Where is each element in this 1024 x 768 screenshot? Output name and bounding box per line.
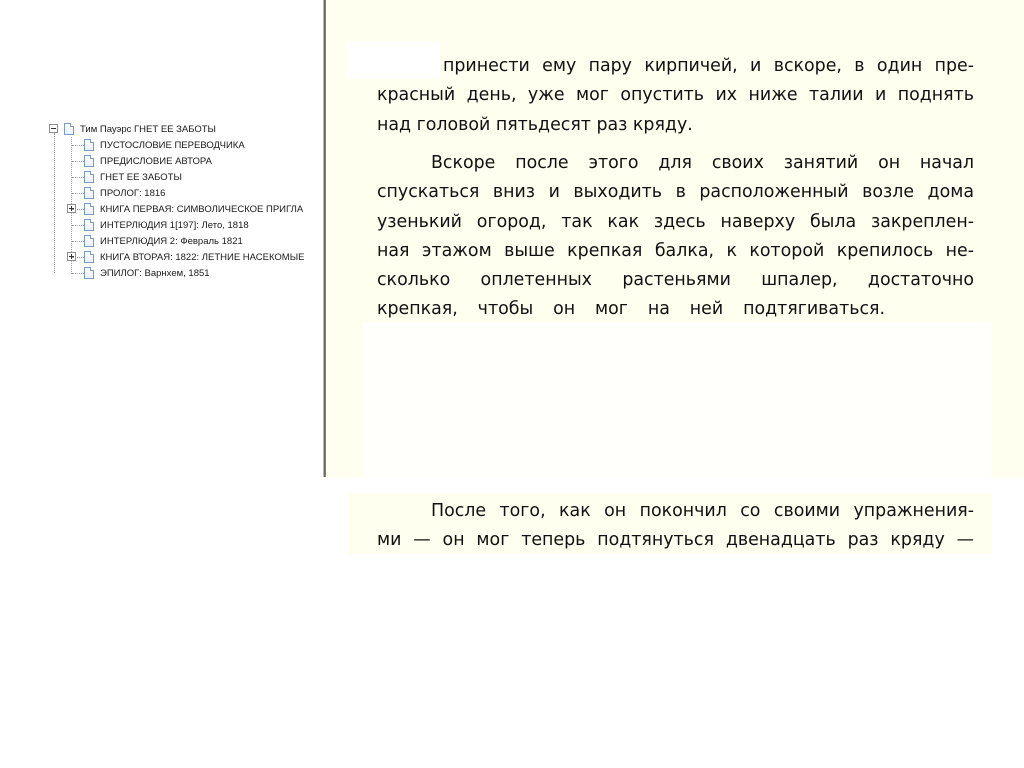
text-line: ная этажом выше крепкая балка, к которой крепилось не- <box>377 240 974 261</box>
tree-item[interactable] <box>72 265 210 281</box>
text-line: спускаться вниз и выходить в расположенный возле дома <box>377 182 974 203</box>
document-icon <box>84 235 94 247</box>
text-line: ми — он мог теперь подтянуться двенадцать раз кряду — <box>377 530 974 551</box>
tree-item[interactable] <box>72 249 304 265</box>
tree-root-item[interactable] <box>64 121 216 137</box>
tree-item-label: ИНТЕРЛЮДИЯ 2: Февраль 1821 <box>100 235 243 247</box>
text-line: крепкая, чтобы он мог на ней подтягиваться. <box>377 299 885 320</box>
tree-item-label: ПРОЛОГ: 1816 <box>100 187 166 199</box>
tree-item-label: КНИГА ПЕРВАЯ: СИМВОЛИЧЕСКОЕ ПРИГЛА <box>100 203 304 215</box>
document-icon <box>84 267 94 279</box>
text-line: После того, как он покончил со своими упражнения- <box>431 501 974 521</box>
text-line: Вскоре после этого для своих занятий он начал <box>431 153 974 173</box>
document-icon <box>84 251 94 263</box>
toc-tree-panel <box>0 0 323 477</box>
tree-item-label: КНИГА ВТОРАЯ: 1822: ЛЕТНИЕ НАСЕКОМЫЕ <box>100 251 305 263</box>
tree-item-label: ПУСТОСЛОВИЕ ПЕРЕВОДЧИКА <box>100 139 245 151</box>
fragment-text <box>377 497 974 556</box>
document-icon <box>84 219 94 231</box>
tree-item[interactable] <box>72 233 243 249</box>
document-icon <box>84 203 94 215</box>
document-icon <box>84 171 94 183</box>
document-icon <box>64 123 74 135</box>
tree-item-label: ГНЕТ ЕЕ ЗАБОТЫ <box>100 171 182 183</box>
tree-item[interactable] <box>72 217 249 233</box>
text-line: красный день, уже мог опустить их ниже талии и поднять <box>377 85 974 106</box>
document-icon <box>84 139 94 151</box>
document-icon <box>84 155 94 167</box>
collapse-minus-icon[interactable] <box>49 124 58 133</box>
reader-paragraph <box>377 149 974 325</box>
text-line: принести ему пару кирпичей, и вскоре, в один пре- <box>443 56 974 76</box>
tree-item-label: ПРЕДИСЛОВИЕ АВТОРА <box>100 155 212 167</box>
tree-item[interactable] <box>72 185 165 201</box>
tree-item[interactable] <box>72 169 182 185</box>
document-icon <box>84 187 94 199</box>
text-line: над головой пятьдесят раз кряду. <box>377 114 693 135</box>
tree-item[interactable] <box>72 201 303 217</box>
tree-root-label: Тим Пауэрс ГНЕТ ЕЕ ЗАБОТЫ <box>80 123 216 135</box>
blank-region <box>363 322 991 478</box>
tree-item[interactable] <box>72 153 212 169</box>
tree-connector-line <box>54 133 55 273</box>
tree-item-label: ИНТЕРЛЮДИЯ 1[197]: Лето, 1818 <box>100 219 249 231</box>
text-line: узенький огород, так как здесь наверху была закреплен- <box>377 211 974 232</box>
tree-item[interactable] <box>72 137 245 153</box>
text-line: сколько оплетенных растеньями шпалер, достаточно <box>377 270 974 291</box>
tree-item-label: ЭПИЛОГ: Варнхем, 1851 <box>100 267 210 279</box>
reader-text <box>377 52 974 140</box>
